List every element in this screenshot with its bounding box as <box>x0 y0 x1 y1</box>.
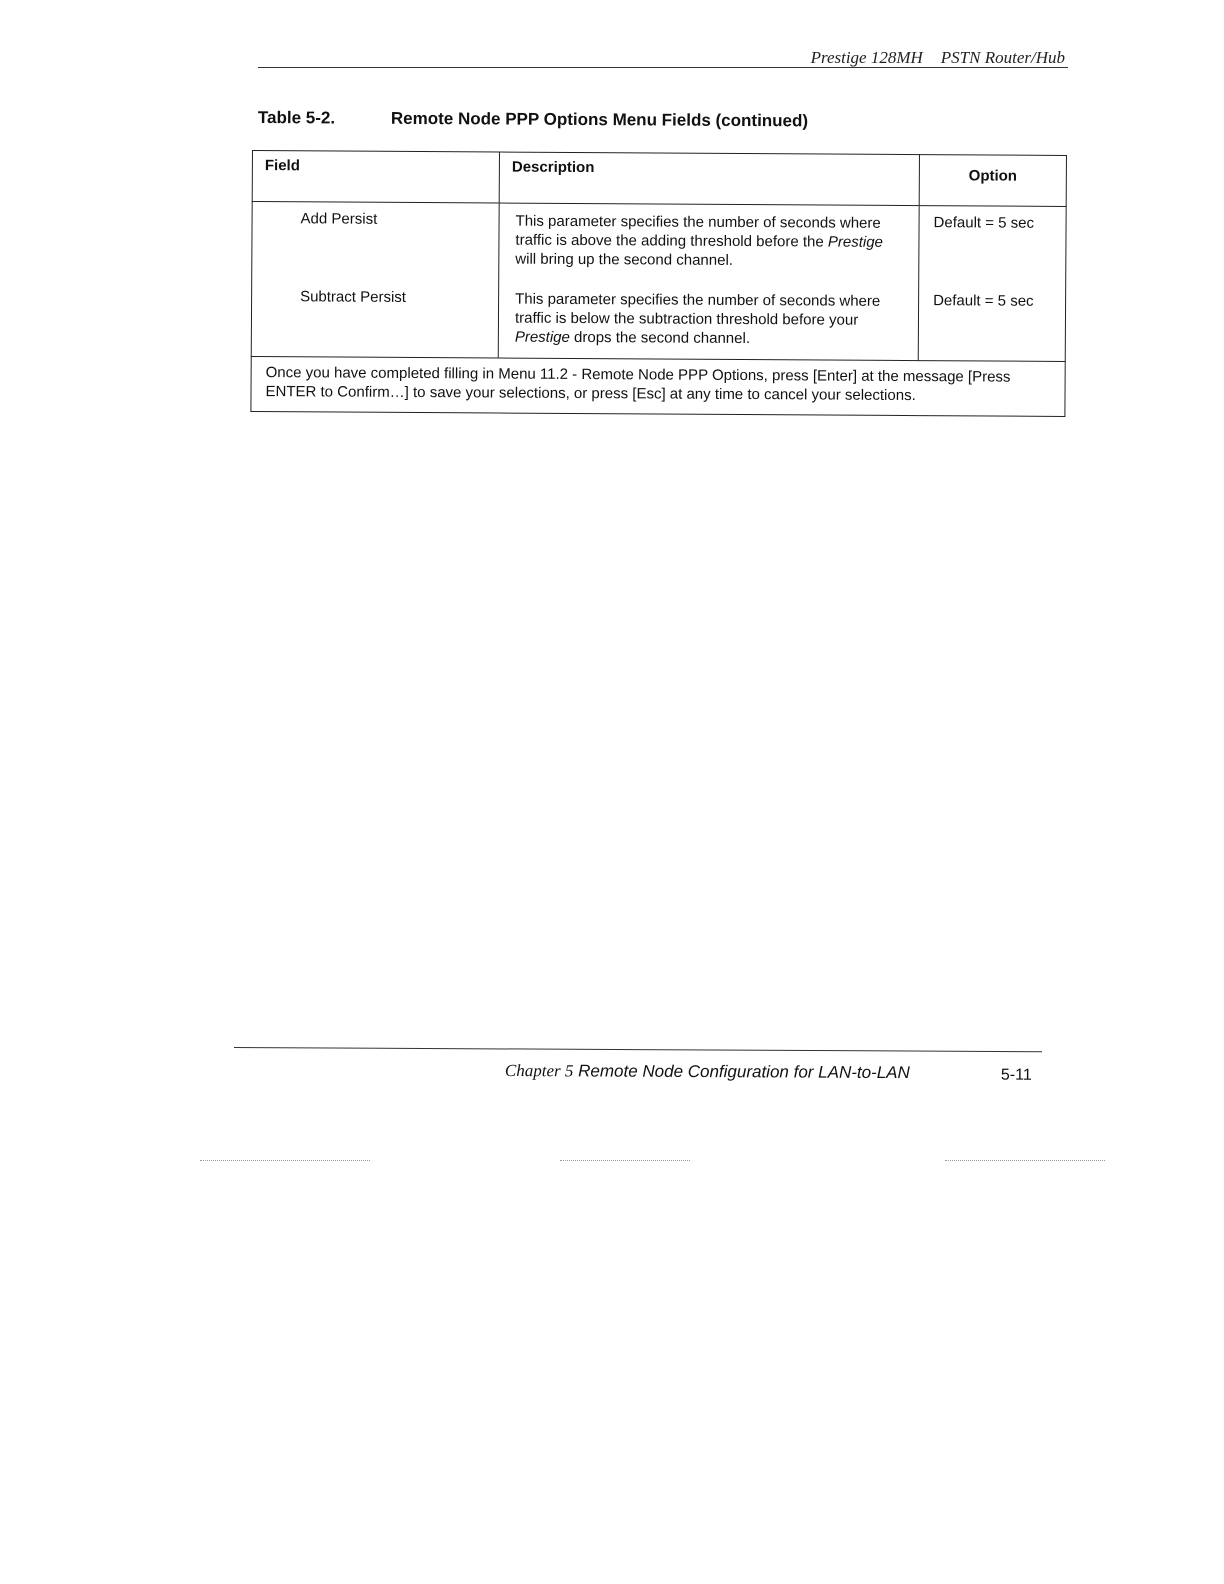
table-caption <box>258 108 898 132</box>
footer-rule <box>234 1047 1042 1052</box>
scan-artifact <box>560 1160 690 1161</box>
field-description <box>498 282 918 361</box>
scan-artifact <box>945 1160 1105 1161</box>
table-header-row <box>252 151 1066 207</box>
column-header-option: Option <box>919 155 1066 207</box>
table-row <box>251 280 1065 361</box>
header-product: Prestige 128MH <box>810 48 923 67</box>
table-number: Table 5-2. <box>257 108 336 128</box>
field-description <box>499 203 919 284</box>
column-header-description: Description <box>499 152 919 206</box>
description-text: will bring up the second channel. <box>515 250 734 269</box>
header-rule <box>258 67 1068 68</box>
table-note-row <box>251 356 1065 416</box>
description-text: This parameter specifies the number of seconds where traffic is below the subtraction threshold before your <box>514 290 881 329</box>
footer-chapter-label: Chapter 5 <box>504 1061 574 1081</box>
field-name: Subtract Persist <box>251 280 498 358</box>
table-row <box>252 202 1066 285</box>
field-option: Default = 5 sec <box>919 206 1066 285</box>
field-name: Add Persist <box>252 202 499 282</box>
description-emphasis: Prestige <box>514 328 570 346</box>
table-title: Remote Node PPP Options Menu Fields (continued) <box>390 108 809 131</box>
footer-chapter-title: Remote Node Configuration for LAN-to-LAN <box>578 1061 910 1083</box>
page-footer <box>505 1061 1045 1084</box>
running-header <box>700 48 1065 68</box>
page-number: 5-11 <box>1000 1066 1032 1084</box>
field-option: Default = 5 sec <box>918 284 1065 361</box>
description-text: This parameter specifies the number of seconds where traffic is above the adding threshold before the <box>515 212 881 251</box>
table-note: Once you have completed filling in Menu 11.2 - Remote Node PPP Options, press [Enter] at the message [Press ENTER to Confirm…] to save your selections, or press [Esc] at any time to cancel your selections. <box>251 356 1065 416</box>
scan-artifact <box>200 1160 370 1161</box>
fields-table <box>250 150 1067 417</box>
column-header-field: Field <box>252 151 499 204</box>
header-subtitle: PSTN Router/Hub <box>940 48 1065 67</box>
description-text: drops the second channel. <box>569 328 751 348</box>
description-emphasis: Prestige <box>827 233 883 251</box>
